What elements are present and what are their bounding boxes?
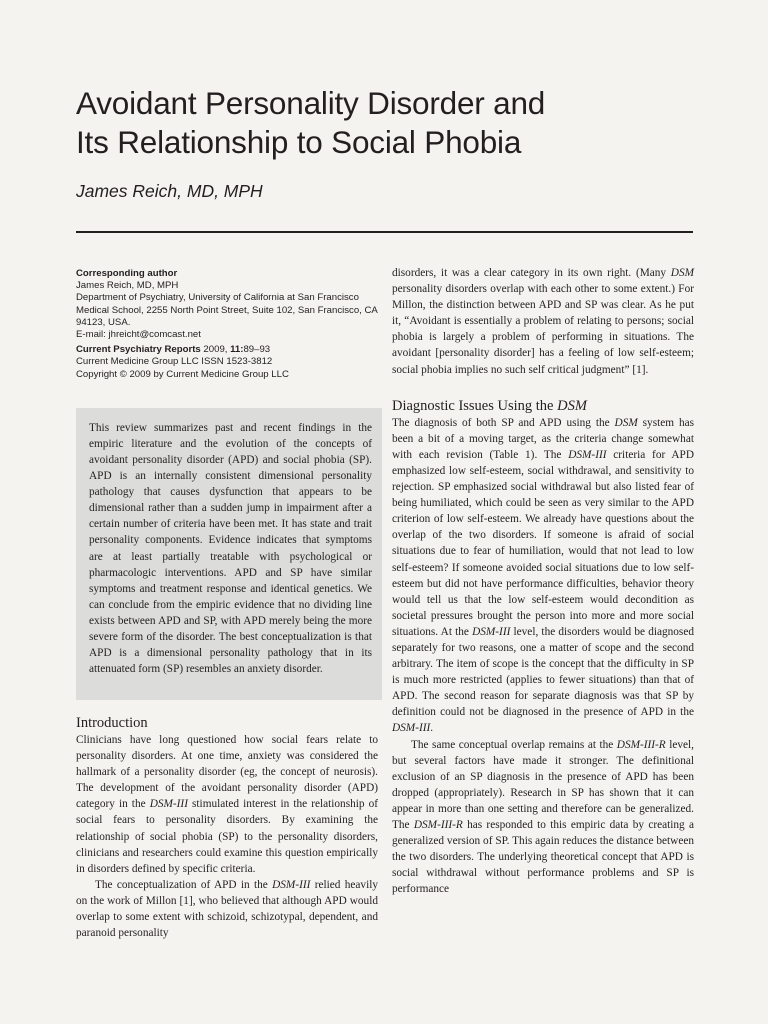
abstract-text: This review summarizes past and recent findings in the empiric literature and the evolution of the concepts of avoidant personality disorder (APD) and social phobia (SP). APD is an internally consistent dimensional personality pathology that causes dysfunction that appears to be dimensional rather than a sudden jump in impairment after a certain number of criteria have been met. It has state and trait personality components. Evidence indicates that symptoms are at least partially treatable with psychological or pharmacologic interventions. APD and SP have similar symptoms and treatment response and identical genetics. We can conclude from the empiric evidence that no dividing line exists between APD and SP, with APD merely being the more severe form of the disorder. The best conceptualization is that APD is a dimensional personality pathology that in its attenuated form (SP) resembles an anxiety disorder. [89, 422, 372, 675]
intro-paragraph-1: Clinicians have long questioned how social fears relate to personality disorders. At one time, anxiety was considered the hallmark of a personality disorder (eg, the concept of neurosis). The development of the avoidant personality disorder (APD) category in the DSM-III stimulated interest in the relationship of social fears to personality disorders. By examining the relationship of social phobia (SP) to the personality disorders, clinicians and researchers could examine this question empirically in disorders defined by specific criteria. [76, 734, 379, 875]
abstract-box [76, 408, 382, 700]
author-byline: James Reich, MD, MPH [76, 181, 263, 201]
author-email: E-mail: jhreicht@comcast.net [76, 329, 201, 341]
journal-volume: 11: [230, 344, 244, 356]
author-name: James Reich, MD, MPH [76, 280, 179, 292]
journal-citation [76, 344, 386, 356]
author-info [76, 268, 386, 381]
journal-year: 2009, [200, 344, 231, 356]
article-title [76, 84, 676, 162]
right-column-body [392, 265, 694, 897]
intro-paragraph-2: The conceptualization of APD in the DSM-III relied heavily on the work of Millon [1], who believed that although APD would overlap to some extent with schizoid, schizotypal, dependent, and paranoid personality [76, 878, 378, 940]
title-line-2: Its Relationship to Social Phobia [76, 124, 522, 160]
journal-name: Current Psychiatry Reports [76, 344, 201, 356]
corresponding-author-label: Corresponding author [76, 268, 178, 279]
journal-pages: 89–93 [243, 344, 271, 356]
diagnostic-issues-heading: Diagnostic Issues Using the DSM [392, 397, 587, 414]
header-divider [76, 231, 693, 233]
author-address: Department of Psychiatry, University of California at San Francisco Medical School, 2255 North Point Street, Suite 102, San Francisco, CA 94123, USA. [76, 292, 378, 328]
diagnostic-paragraph-2: The same conceptual overlap remains at the DSM-III-R level, but several factors have made it stronger. The definitional exclusion of an SP diagnosis in the presence of APD has been dropped (appropriately). Research in SP has shown that it can appear in more than one setting and therefore can be generalized. The DSM-III-R has responded to this empiric data by creating a generalized version of SP. This again reduces the distance between the two disorders. The underlying theoretical concept that APD is social withdrawal without performance problems and SP is performance [392, 738, 694, 896]
copyright-notice: Copyright © 2009 by Current Medicine Group LLC [76, 368, 289, 380]
left-column-body [76, 714, 378, 941]
diagnostic-paragraph-1: The diagnosis of both SP and APD using the DSM system has been a bit of a moving target, as the criteria change somewhat with each revision (Table 1). The DSM-III criteria for APD emphasized low self-esteem, social withdrawal, and sensitivity to rejection. SP emphasized social withdrawal but also listed fear of being humiliated, which could be seen as very similar to the APD criterion of low self-esteem. We already have questions about the overlap of the two disorders. If someone is afraid of social situations due to fear of humiliation, would that not lead to low self-esteem? If someone avoided social situations due to low self-esteem but did not have performance difficulties, behavior theory would tell us that the low self-esteem would decondition as societal pressures brought the person into more and more social situations. At the DSM-III level, the disorders would be diagnosed separately for two reasons, one a matter of scope and the second arbitrary. The item of scope is the concept that the difficulty in SP is much more restricted (applies to fewer situations) than that of APD. The second reason for separate diagnosis was that SP by definition could not be diagnosed in the presence of APD in the DSM-III. [392, 416, 695, 735]
introduction-heading: Introduction [76, 715, 148, 731]
continued-paragraph: disorders, it was a clear category in its own right. (Many DSM personality disorders overlap with each other to some extent.) For Millon, the distinction between APD and SP was clear. As he put it, “Avoidant is essentially a problem of relating to persons; social phobia is largely a problem of performing in situations. The avoidant [personality disorder] has a feeling of low self-esteem; social phobia implies no such self critical judgment” [1]. [392, 267, 694, 376]
publisher-issn: Current Medicine Group LLC ISSN 1523-3812 [76, 356, 273, 368]
title-line-1: Avoidant Personality Disorder and [76, 85, 546, 121]
